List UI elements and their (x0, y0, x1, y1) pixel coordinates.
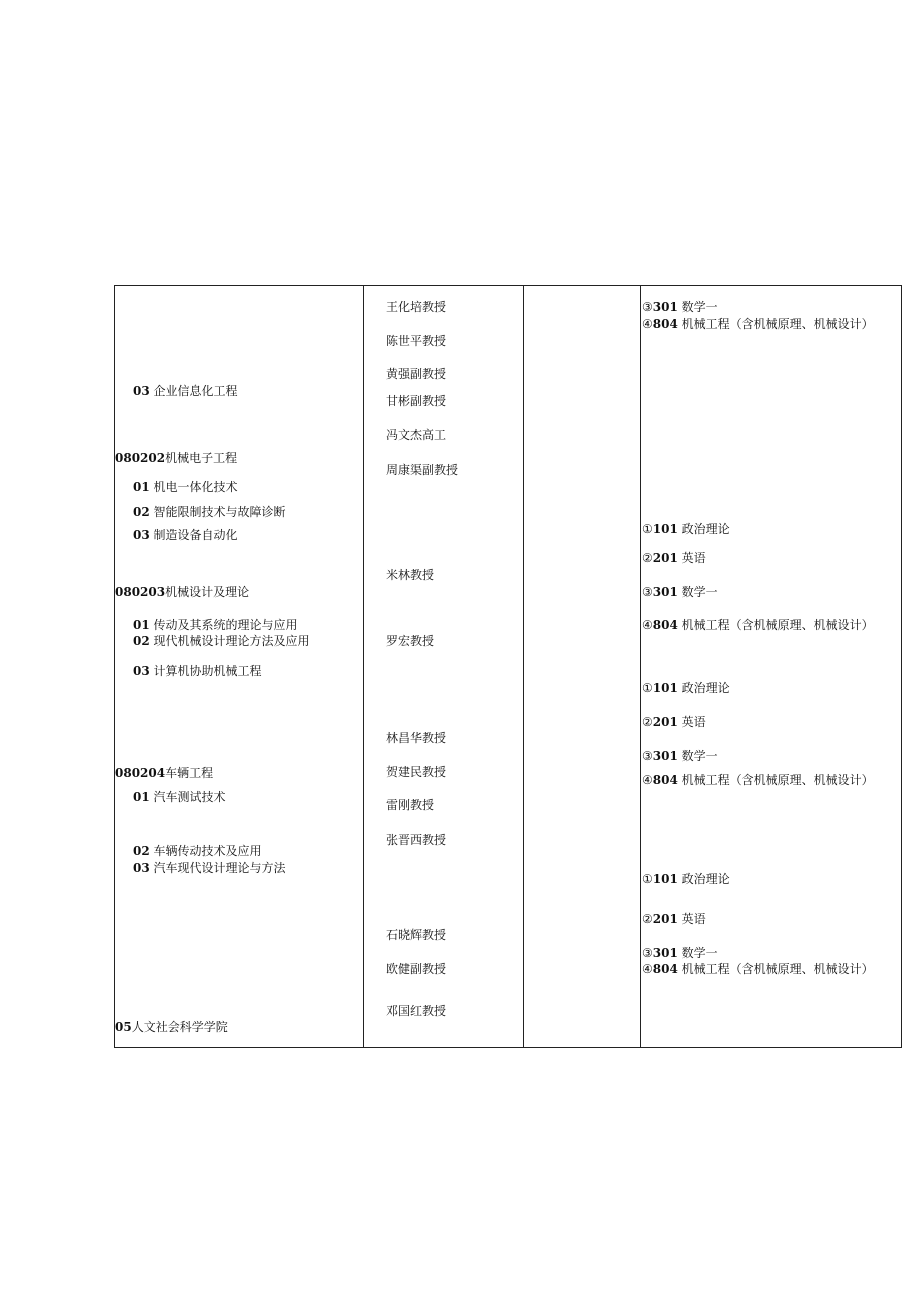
exam-code: 201 (652, 715, 678, 729)
exam-code: 301 (652, 946, 678, 960)
direction-item (133, 790, 226, 804)
exam-code: 804 (652, 773, 678, 787)
direction-code: 02 (133, 505, 150, 519)
college-code: 05 (115, 1020, 132, 1034)
supervisor-name: 欧健副教授 (386, 962, 447, 976)
direction-name: 现代机械设计理论方法及应用 (153, 634, 310, 648)
supervisor-name: 冯文杰高工 (386, 428, 447, 442)
exam-name: 数学一 (681, 585, 718, 599)
major-code: 080202 (115, 451, 166, 465)
exam-subject (642, 962, 874, 976)
exam-order: ④ (642, 962, 653, 976)
direction-item (133, 844, 262, 858)
direction-name: 计算机协助机械工程 (153, 664, 262, 678)
supervisor-name: 雷刚教授 (386, 798, 435, 812)
direction-item (133, 634, 310, 648)
direction-name: 企业信息化工程 (153, 384, 238, 398)
exam-code: 101 (652, 522, 678, 536)
major-080204 (115, 766, 213, 780)
direction-code: 02 (133, 634, 150, 648)
supervisor-name: 王化培教授 (386, 300, 447, 314)
supervisor-name: 贺建民教授 (386, 765, 447, 779)
major-code: 080203 (115, 585, 166, 599)
exam-name: 政治理论 (681, 872, 730, 886)
major-name: 机械设计及理论 (165, 585, 250, 599)
exam-order: ③ (642, 585, 653, 599)
exam-code: 804 (652, 317, 678, 331)
exam-subject (642, 946, 718, 960)
direction-name: 汽车测试技术 (153, 790, 226, 804)
direction-item (133, 528, 238, 542)
exam-order: ① (642, 522, 653, 536)
exam-name: 政治理论 (681, 681, 730, 695)
direction-item (133, 480, 238, 494)
column-divider-1 (363, 286, 364, 1047)
direction-code: 03 (133, 861, 150, 875)
major-080203 (115, 585, 249, 599)
supervisor-name: 黄强副教授 (386, 367, 447, 381)
exam-order: ③ (642, 300, 653, 314)
direction-name: 汽车现代设计理论与方法 (153, 861, 286, 875)
direction-code: 01 (133, 790, 150, 804)
exam-code: 301 (652, 300, 678, 314)
direction-code: 03 (133, 384, 150, 398)
exam-subject (642, 317, 874, 331)
exam-subject (642, 585, 718, 599)
direction-code: 03 (133, 528, 150, 542)
exam-order: ① (642, 681, 653, 695)
exam-name: 机械工程（含机械原理、机械设计） (681, 317, 874, 331)
college-05 (115, 1020, 228, 1034)
exam-order: ② (642, 551, 653, 565)
exam-code: 301 (652, 585, 678, 599)
major-code: 080204 (115, 766, 166, 780)
exam-name: 英语 (681, 551, 706, 565)
exam-subject (642, 618, 874, 632)
exam-name: 数学一 (681, 300, 718, 314)
supervisor-name: 张晋西教授 (386, 833, 447, 847)
supervisor-name: 林昌华教授 (386, 731, 447, 745)
supervisor-name: 甘彬副教授 (386, 394, 447, 408)
column-divider-2 (523, 286, 524, 1047)
exam-code: 201 (652, 551, 678, 565)
direction-name: 机电一体化技术 (153, 480, 238, 494)
exam-name: 机械工程（含机械原理、机械设计） (681, 962, 874, 976)
exam-code: 201 (652, 912, 678, 926)
exam-subject (642, 681, 730, 695)
exam-subject (642, 872, 730, 886)
column-divider-3 (640, 286, 641, 1047)
direction-item (133, 505, 286, 519)
major-080202 (115, 451, 237, 465)
exam-subject (642, 300, 718, 314)
exam-order: ③ (642, 749, 653, 763)
exam-code: 804 (652, 962, 678, 976)
exam-order: ④ (642, 773, 653, 787)
exam-name: 机械工程（含机械原理、机械设计） (681, 773, 874, 787)
exam-code: 804 (652, 618, 678, 632)
direction-code: 01 (133, 618, 150, 632)
supervisor-name: 罗宏教授 (386, 634, 435, 648)
supervisor-name: 邓国红教授 (386, 1004, 447, 1018)
college-name: 人文社会科学学院 (131, 1020, 228, 1034)
direction-item (133, 618, 298, 632)
direction-item (133, 861, 286, 875)
exam-name: 机械工程（含机械原理、机械设计） (681, 618, 874, 632)
direction-code: 02 (133, 844, 150, 858)
supervisor-name: 周康渠副教授 (386, 463, 459, 477)
exam-subject (642, 551, 706, 565)
direction-name: 传动及其系统的理论与应用 (153, 618, 298, 632)
exam-order: ② (642, 912, 653, 926)
exam-subject (642, 912, 706, 926)
exam-subject (642, 749, 718, 763)
exam-subject (642, 715, 706, 729)
supervisor-name: 陈世平教授 (386, 334, 447, 348)
direction-item (133, 384, 238, 398)
exam-subject (642, 522, 730, 536)
major-name: 车辆工程 (165, 766, 214, 780)
exam-order: ① (642, 872, 653, 886)
exam-subject (642, 773, 874, 787)
direction-item (133, 664, 262, 678)
direction-name: 车辆传动技术及应用 (153, 844, 262, 858)
exam-code: 101 (652, 681, 678, 695)
supervisor-name: 石晓辉教授 (386, 928, 447, 942)
exam-order: ② (642, 715, 653, 729)
exam-name: 英语 (681, 715, 706, 729)
direction-name: 制造设备自动化 (153, 528, 238, 542)
exam-name: 政治理论 (681, 522, 730, 536)
direction-code: 03 (133, 664, 150, 678)
exam-code: 301 (652, 749, 678, 763)
supervisor-name: 米林教授 (386, 568, 435, 582)
major-name: 机械电子工程 (165, 451, 238, 465)
program-table (114, 285, 902, 1048)
exam-name: 英语 (681, 912, 706, 926)
exam-order: ④ (642, 618, 653, 632)
exam-name: 数学一 (681, 749, 718, 763)
exam-code: 101 (652, 872, 678, 886)
exam-order: ④ (642, 317, 653, 331)
exam-order: ③ (642, 946, 653, 960)
exam-name: 数学一 (681, 946, 718, 960)
direction-name: 智能限制技术与故障诊断 (153, 505, 286, 519)
direction-code: 01 (133, 480, 150, 494)
